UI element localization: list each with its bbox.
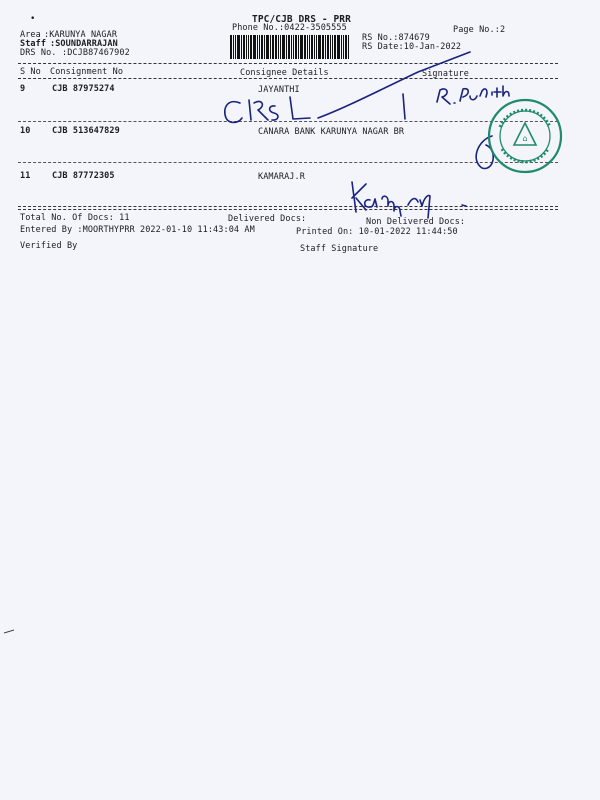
area-value: :KARUNYA NAGAR	[44, 30, 118, 40]
row-consignee: JAYANTHI	[258, 85, 300, 95]
row-consignment: CJB 87975274	[52, 84, 115, 94]
rs-number: RS No.:874679	[362, 33, 430, 43]
phone-number: Phone No.:0422-3505555	[232, 23, 347, 33]
signature-kamaraj	[352, 182, 430, 218]
column-header-sno: S No	[20, 67, 41, 77]
signature-kamaraj	[462, 205, 466, 206]
staff-value: :SOUNDARRAJAN	[50, 39, 118, 49]
row-sno: 11	[20, 171, 31, 181]
row-sno: 10	[20, 126, 31, 136]
row-sno: 9	[20, 84, 26, 94]
drs-value: :DCJB87467902	[62, 48, 130, 58]
area-label: Area	[20, 30, 41, 40]
bank-stamp	[486, 97, 564, 175]
printed-on: Printed On: 10-01-2022 11:44:50	[296, 227, 458, 237]
signature-stroke	[318, 52, 470, 118]
staff-signature: Staff Signature	[300, 244, 379, 254]
drs-label: DRS No.	[20, 48, 57, 58]
verified-by: Verified By	[20, 241, 78, 251]
signature-stroke	[403, 94, 405, 119]
delivered-docs: Delivered Docs:	[228, 214, 307, 224]
document-title: TPC/CJB DRS - PRR	[252, 14, 351, 25]
staff-label: Staff	[20, 39, 47, 49]
row-consignee: KAMARAJ.R	[258, 172, 305, 182]
svg-text:⌂: ⌂	[522, 134, 528, 143]
row-consignee: CANARA BANK KARUNYA NAGAR BR	[258, 127, 405, 137]
corner-mark: •	[30, 14, 36, 24]
non-delivered-docs: Non Delivered Docs:	[366, 217, 466, 227]
column-header-consignment: Consignment No	[50, 67, 124, 77]
signature-cirs	[290, 97, 310, 119]
column-header-signature: Signature	[422, 69, 469, 79]
row-consignment: CJB 87772305	[52, 171, 115, 181]
column-header-consignee: Consignee Details	[240, 68, 329, 78]
page-number: Page No.:2	[453, 25, 506, 35]
rs-date: RS Date:10-Jan-2022	[362, 42, 462, 52]
total-docs: Total No. Of Docs: 11	[20, 213, 130, 223]
entered-by: Entered By :MOORTHYPRR 2022-01-10 11:43:04 AM	[20, 225, 255, 235]
signature-cirs	[225, 102, 242, 123]
row-consignment: CJB 513647829	[52, 126, 120, 136]
signature-cirs	[249, 100, 278, 120]
